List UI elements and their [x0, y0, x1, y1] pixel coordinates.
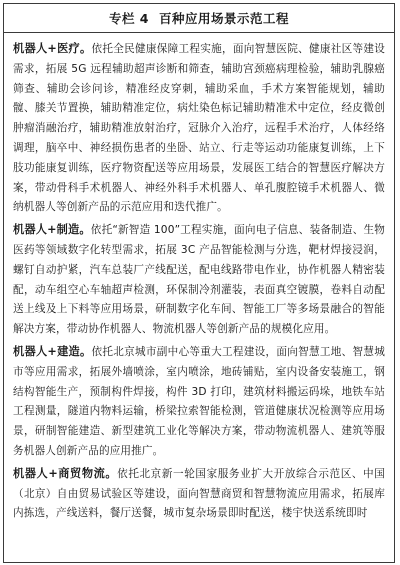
section-body: 依托“新智造 100”工程实施，面向电子信息、装备制造、生物医药等领域数字化转型需求，拓展 3C 产品智能检测与分选，靶材焊接浸润，螺钉自动护紧，汽车总装厂产线配送，配电线路带电作业，协作机器人精密装配，动车组空心车轴超声检测，环保制冷剂灌装，表面真空镀膜，卷料自动配送上线及上下料等应用场景，研制数字化车间、智能工厂等多场景融合的智能解决方案，带动协作机器人、物流机器人等创新产品的规模化应用。 — [13, 224, 385, 336]
box-title-bar — [4, 4, 394, 33]
section-body: 依托北京新一轮国家服务业扩大开放综合示范区、中国（北京）自由贸易试验区等建设，面向智慧商贸和智慧物流应用需求，拓展库内拣选，产线送料，餐厅送餐，城市复杂场景即时配送，楼宇快送系统即时 — [13, 467, 385, 520]
box-title: 百种应用场景示范工程 — [159, 11, 290, 26]
section-lead: 机器人+医疗。 — [13, 42, 92, 55]
section-lead: 机器人+商贸物流。 — [13, 466, 118, 480]
section-manufacturing — [13, 220, 385, 340]
section-lead: 机器人+制造。 — [13, 223, 91, 237]
box-title-prefix: 专栏 4 — [108, 11, 150, 26]
section-body: 依托全民健康保障工程实施，面向智慧医院、健康社区等建设需求，拓展 5G 远程辅助超声诊断和筛查，辅助宫颈癌病理检验，辅助乳腺癌筛查、辅助会诊问诊，精准经皮穿刺，辅助采血，手术方案智能规划，辅助髋、膝关节置换，辅助精准定位，病灶染色标记辅助精准术中定位，经皮微创肿瘤消融治疗，辅助精准放射治疗，冠脉介入治疗，远程手术治疗，人体经络调理，脑卒中、神经损伤患者的坐卧、站立、行走等运动功能康复训练，上下肢功能康复训练，医疗物资配送等应用场景，发展医工结合的智慧医疗解决方案，带动骨科手术机器人、神经外科手术机器人、单孔腹腔镜手术机器人、微纳机器人等创新产品的示范应用和迭代推广。 — [13, 43, 385, 214]
section-construction — [13, 342, 385, 462]
section-logistics — [13, 464, 385, 524]
section-lead: 机器人+建造。 — [13, 344, 92, 358]
feature-box — [3, 3, 395, 563]
section-medical — [13, 39, 385, 218]
section-body: 依托北京城市副中心等重大工程建设，面向智慧工地、智慧城市等应用需求，拓展外墙喷涂，室内喷涂，地砖铺贴，室内设备安装施工，钢结构智能生产，预制构件焊接，构件 3D 打印，建筑材料搬运码垛，地铁车站工程测量，隧道内物料运输，桥梁拉索智能检测，管道健康状况检测等应用场景，研制智能建造、新型建筑工业化等解决方案，带动物流机器人、建筑等服务机器人创新产品的应用推广。 — [13, 345, 385, 457]
box-content — [4, 33, 394, 524]
